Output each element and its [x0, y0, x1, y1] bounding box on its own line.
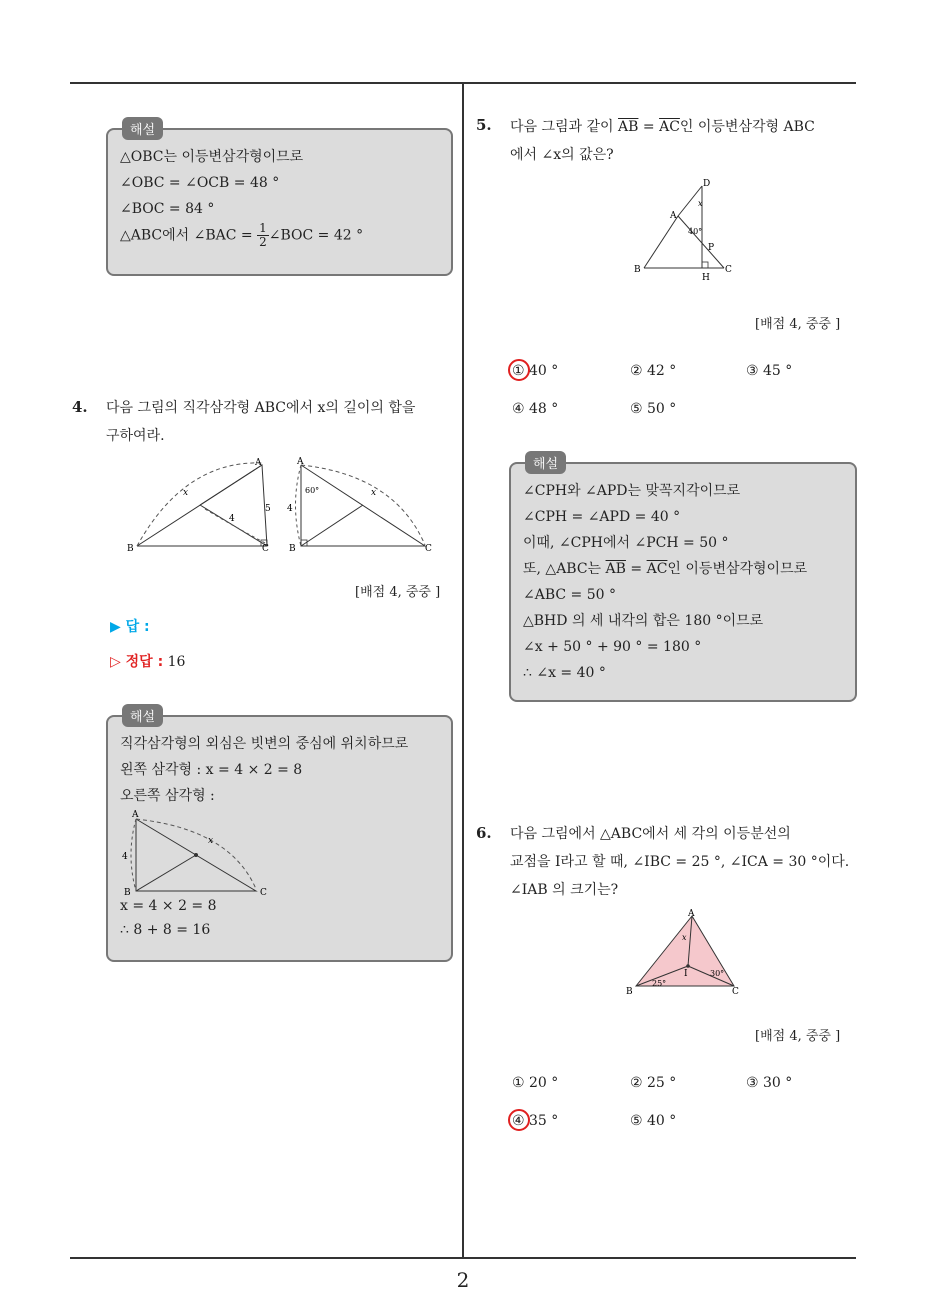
fraction-half: $\frac{1}{2}$	[259, 221, 267, 249]
q6-label-30: 30°	[710, 969, 725, 978]
q6-text-line-1: 다음 그림에서 △ABC에서 세 각의 이등분선의	[510, 826, 791, 842]
page-number: 2	[456, 1268, 470, 1292]
q4-text-line-2: 구하여라.	[106, 428, 165, 444]
q6-figure	[622, 908, 746, 1000]
q6-label-B: B	[626, 987, 633, 997]
q6-number: 6.	[476, 824, 492, 842]
q3-exp-line-1: △OBC는 이등변삼각형이므로	[120, 149, 304, 165]
q4-text-line-1: 다음 그림의 직각삼각형 ABC에서 x의 길이의 합을	[106, 400, 416, 416]
q5-figure	[630, 176, 740, 286]
q4-score: [배점 4, 중중 ]	[355, 585, 441, 600]
q4-exp-figure	[120, 809, 280, 895]
q5-exp-line-2: ∠CPH = ∠APD = 40 °	[523, 509, 681, 525]
q6-text-line-2: 교점을 I라고 할 때, ∠IBC = 25 °, ∠ICA = 30 °이다.	[510, 854, 850, 870]
q4-label-B2: B	[289, 544, 296, 554]
q5-explanation-box	[509, 457, 857, 702]
q5-score: [배점 4, 중중 ]	[755, 317, 841, 332]
q6-label-C: C	[732, 987, 739, 997]
q5-number: 5.	[476, 116, 492, 134]
q6-text	[510, 820, 849, 904]
q6-answer-mark	[508, 1109, 530, 1131]
q5-exp-line-6: △BHD 의 세 내각의 합은 180 °이므로	[523, 613, 764, 629]
q4-exp-label-x: x	[208, 836, 214, 846]
q6-choice-2[interactable]: ② 25 °	[630, 1075, 677, 1091]
q4-label-4: 4	[229, 514, 235, 524]
q5-exp-line-3: 이때, ∠CPH에서 ∠PCH = 50 °	[523, 535, 729, 551]
q4-correct-value: 16	[167, 654, 186, 670]
q6-choice-3[interactable]: ③ 30 °	[746, 1075, 793, 1091]
q5-exp-line-5: ∠ABC = 50 °	[523, 587, 616, 603]
q6-label-A: A	[688, 909, 695, 919]
q4-exp-line-3: 오른쪽 삼각형 :	[120, 788, 215, 804]
q4-exp-line-5: ∴ 8 + 8 = 16	[120, 922, 211, 938]
q4-label-B1: B	[127, 544, 134, 554]
q5-label-B: B	[634, 265, 641, 275]
q4-exp-label-B: B	[124, 888, 131, 895]
q5-label-40: 40°	[688, 227, 703, 236]
q4-label-5: 5	[265, 504, 271, 514]
q5-exp-line-1: ∠CPH와 ∠APD는 맞꼭지각이므로	[523, 483, 741, 499]
q5-text-line-2: 에서 ∠x의 값은?	[510, 147, 614, 163]
q6-choice-4[interactable]: ④ 35 °	[512, 1113, 559, 1129]
q3-exp-line-2: ∠OBC = ∠OCB = 48 °	[120, 175, 280, 191]
q5-text-line-1: 다음 그림과 같이 $\overline{AB} = \overline{AC}$인 이등변삼각형 ABC	[510, 119, 815, 135]
q4-label-C2: C	[425, 544, 432, 554]
q4-exp-line-4: x = 4 × 2 = 8	[120, 898, 217, 914]
q4-right-arc-4	[296, 465, 302, 546]
q4-correct-row	[110, 651, 185, 671]
q4-number: 4.	[72, 398, 88, 416]
q5-label-D: D	[703, 179, 711, 189]
segment-AC: $\overline{AC}$	[659, 119, 680, 135]
q5-choice-1[interactable]: ① 40 °	[512, 363, 559, 379]
q4-explanation-box	[106, 710, 453, 962]
q5-choice-2[interactable]: ② 42 °	[630, 363, 677, 379]
q3-exp-line-4	[120, 222, 439, 249]
q5-answer-mark	[508, 359, 530, 381]
q4-label-x1: x	[183, 488, 189, 498]
q6-choice-1[interactable]: ① 20 °	[512, 1075, 559, 1091]
q3-exp-line-4-prefix: △ABC에서 ∠BAC =	[120, 227, 258, 244]
q4-correct-label: ▷ 정답 :	[110, 654, 164, 670]
q3-explanation-box	[106, 123, 453, 276]
q4-exp-label-4: 4	[122, 852, 128, 862]
q5-label-H: H	[702, 273, 710, 283]
q4-answer-label: ▶ 답 :	[110, 619, 150, 635]
q4-exp-label-C: C	[260, 888, 267, 895]
explanation-tag: 해설	[525, 451, 566, 474]
q4-text	[106, 394, 415, 450]
q4-exp-label-A: A	[132, 810, 139, 820]
q5-label-P: P	[708, 243, 715, 253]
q5-choice-3[interactable]: ③ 45 °	[746, 363, 793, 379]
q3-exp-line-4-suffix: ∠BOC = 42 °	[268, 227, 364, 244]
q4-label-60: 60°	[305, 486, 320, 495]
q4-label-x2: x	[371, 488, 377, 498]
q5-label-C: C	[725, 265, 732, 275]
q5-label-x: x	[698, 199, 703, 208]
q4-figure	[125, 455, 440, 555]
segment-AB: $\overline{AB}$	[618, 119, 639, 135]
q5-text	[510, 113, 815, 169]
q4-label-A1: A	[255, 458, 262, 468]
q6-choice-5[interactable]: ⑤ 40 °	[630, 1113, 677, 1129]
q5-choice-5[interactable]: ⑤ 50 °	[630, 401, 677, 417]
q4-left-median	[200, 465, 262, 505]
q5-exp-line-7: ∠x + 50 ° + 90 ° = 180 °	[523, 639, 702, 655]
q4-exp-line-1: 직각삼각형의 외심은 빗변의 중심에 위치하므로	[120, 736, 409, 752]
column-divider	[462, 84, 464, 1258]
q6-label-x: x	[682, 933, 687, 942]
q5-exp-line-4: 또, △ABC는 $\overline{AB} = \overline{AC}$인 이등변삼각형이므로	[523, 561, 808, 577]
q5-choice-4[interactable]: ④ 48 °	[512, 401, 559, 417]
q5-exp-line-8: ∴ ∠x = 40 °	[523, 665, 606, 681]
q5-label-A: A	[670, 211, 677, 221]
explanation-tag: 해설	[122, 117, 163, 140]
q3-exp-line-3: ∠BOC = 84 °	[120, 201, 215, 217]
q4-label-C1: C	[262, 544, 269, 554]
q6-text-line-3: ∠IAB 의 크기는?	[510, 882, 619, 898]
q4-label-A2: A	[297, 457, 304, 467]
q4-right-median	[301, 505, 363, 546]
q4-label-4b: 4	[287, 504, 293, 514]
q6-score: [배점 4, 중중 ]	[755, 1029, 841, 1044]
explanation-tag: 해설	[122, 704, 163, 727]
q6-label-25: 25°	[652, 979, 667, 988]
q4-exp-line-2: 왼쪽 삼각형 : x = 4 × 2 = 8	[120, 762, 303, 778]
q6-label-I: I	[684, 969, 688, 979]
